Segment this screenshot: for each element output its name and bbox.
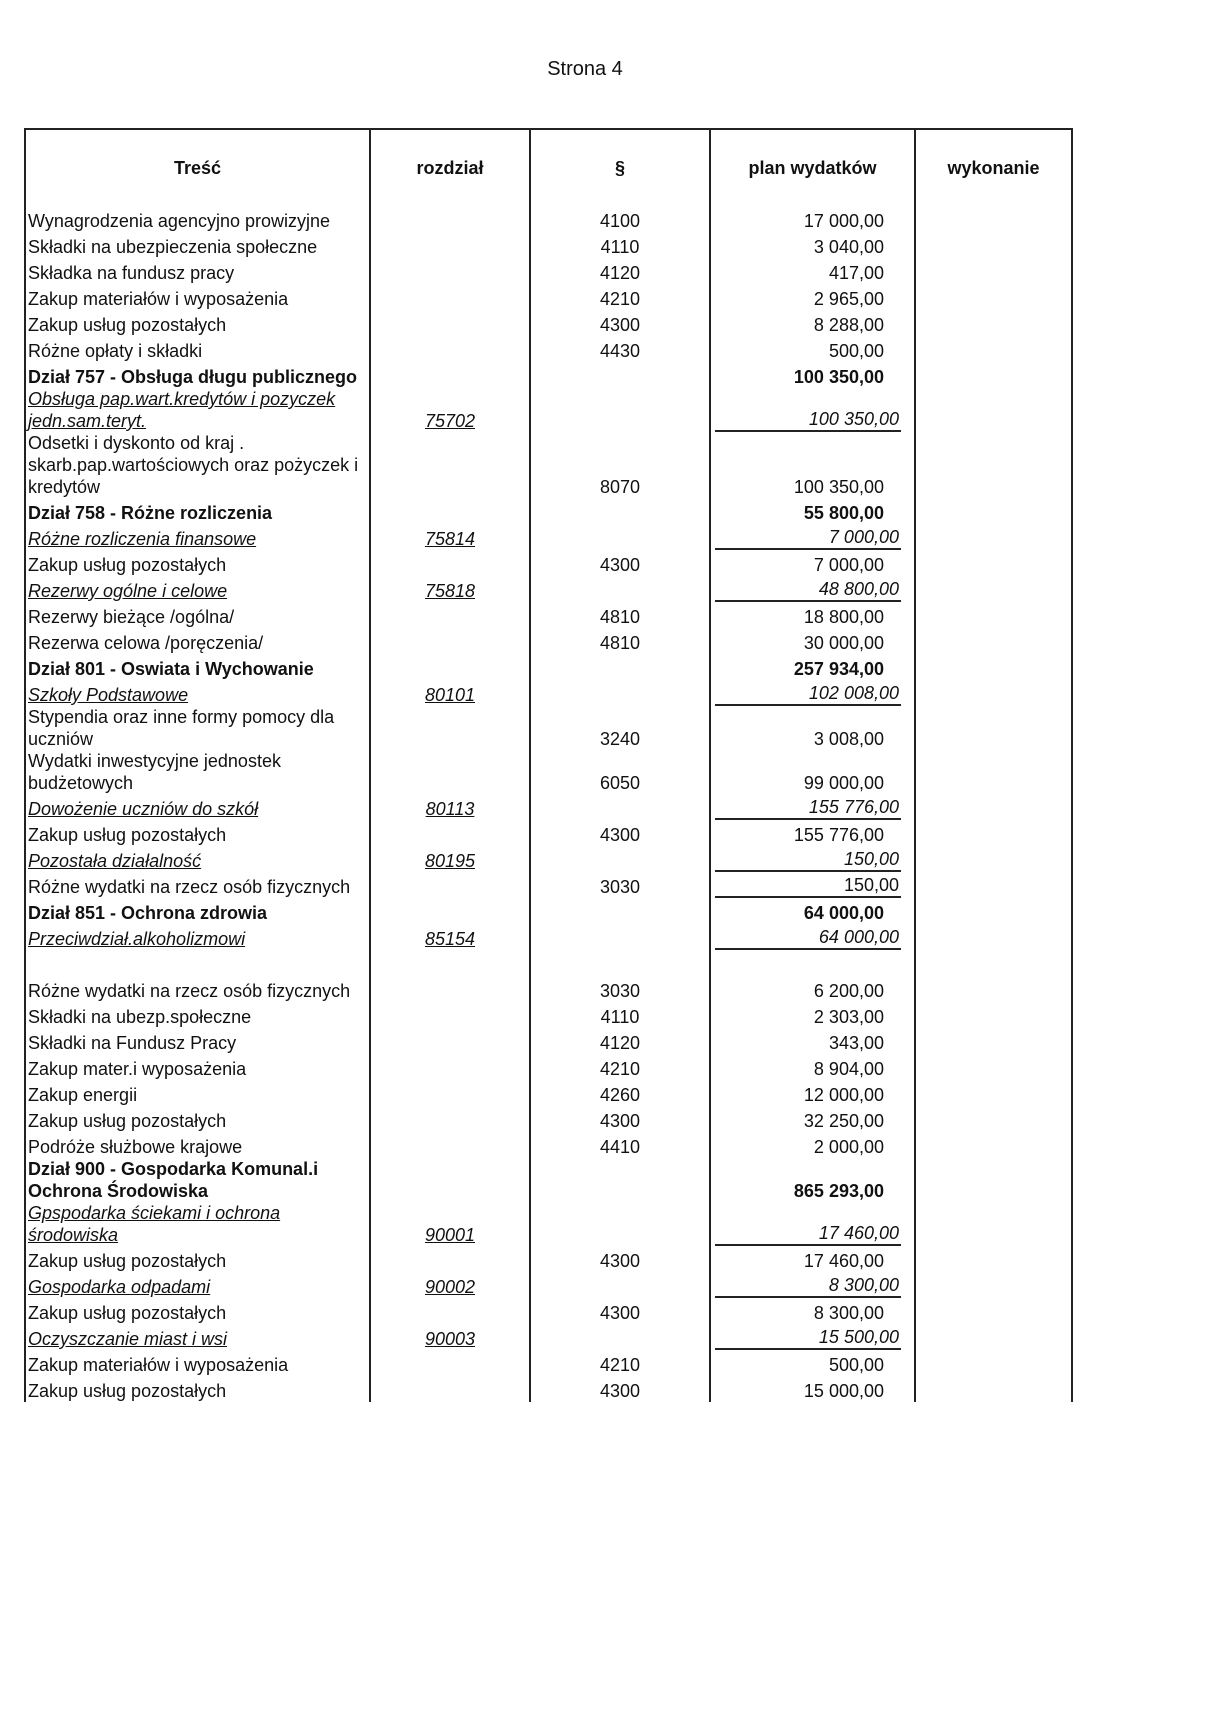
cell-paragraf xyxy=(530,1202,710,1246)
cell-description: Zakup usług pozostałych xyxy=(25,310,370,336)
cell-description: Zakup materiałów i wyposażenia xyxy=(25,284,370,310)
plan-value: 150,00 xyxy=(715,848,901,872)
cell-description: Oczyszczanie miast i wsi xyxy=(25,1324,370,1350)
table-row xyxy=(25,550,1072,576)
cell-description: Rezerwa celowa /poręczenia/ xyxy=(25,628,370,654)
cell-plan xyxy=(710,524,915,550)
cell-plan xyxy=(710,872,915,898)
cell-rozdzial xyxy=(370,602,530,628)
table-row xyxy=(25,602,1072,628)
cell-plan xyxy=(710,654,915,680)
cell-paragraf xyxy=(530,498,710,524)
cell-description: Dział 757 - Obsługa długu publicznego xyxy=(25,362,370,388)
cell-paragraf xyxy=(530,1158,710,1202)
cell-rozdzial: 90002 xyxy=(370,1272,530,1298)
cell-plan xyxy=(710,1080,915,1106)
cell-paragraf: 4210 xyxy=(530,284,710,310)
cell-wykonanie xyxy=(915,232,1072,258)
plan-value: 8 300,00 xyxy=(715,1274,901,1298)
cell-paragraf: 4100 xyxy=(530,206,710,232)
cell-description: Różne rozliczenia finansowe xyxy=(25,524,370,550)
plan-value: 12 000,00 xyxy=(803,1085,884,1105)
cell-description: Gospodarka odpadami xyxy=(25,1272,370,1298)
cell-wykonanie xyxy=(915,336,1072,362)
cell-wykonanie xyxy=(915,550,1072,576)
cell-rozdzial xyxy=(370,284,530,310)
cell-wykonanie xyxy=(915,1158,1072,1202)
cell-plan xyxy=(710,794,915,820)
cell-rozdzial: 90001 xyxy=(370,1202,530,1246)
cell-description: Zakup energii xyxy=(25,1080,370,1106)
cell-paragraf: 4120 xyxy=(530,1028,710,1054)
cell-wykonanie xyxy=(915,1272,1072,1298)
cell-wykonanie xyxy=(915,950,1072,976)
plan-value: 343,00 xyxy=(828,1033,884,1053)
plan-value: 102 008,00 xyxy=(715,682,901,706)
plan-value: 30 000,00 xyxy=(803,633,884,653)
cell-plan xyxy=(710,206,915,232)
cell-wykonanie xyxy=(915,206,1072,232)
plan-value: 17 460,00 xyxy=(803,1251,884,1271)
cell-description: Obsługa pap.wart.kredytów i pozyczek jedn.sam.teryt. xyxy=(25,388,370,432)
cell-paragraf: 6050 xyxy=(530,750,710,794)
plan-value: 100 350,00 xyxy=(715,408,901,432)
cell-wykonanie xyxy=(915,310,1072,336)
cell-plan xyxy=(710,362,915,388)
cell-paragraf xyxy=(530,1272,710,1298)
cell-paragraf xyxy=(530,924,710,950)
cell-wykonanie xyxy=(915,898,1072,924)
plan-value: 17 000,00 xyxy=(803,211,884,231)
cell-rozdzial xyxy=(370,336,530,362)
table-row xyxy=(25,1028,1072,1054)
cell-description: Zakup usług pozostałych xyxy=(25,1376,370,1402)
cell-wykonanie xyxy=(915,498,1072,524)
cell-plan xyxy=(710,1324,915,1350)
cell-description: Różne opłaty i składki xyxy=(25,336,370,362)
cell-plan xyxy=(710,846,915,872)
plan-value: 32 250,00 xyxy=(803,1111,884,1131)
cell-wykonanie xyxy=(915,924,1072,950)
cell-paragraf: 4210 xyxy=(530,1350,710,1376)
cell-description: Składki na Fundusz Pracy xyxy=(25,1028,370,1054)
cell-paragraf: 4300 xyxy=(530,820,710,846)
cell-plan xyxy=(710,388,915,432)
cell-description: Dowożenie uczniów do szkół xyxy=(25,794,370,820)
section-heading-row xyxy=(25,1158,1072,1202)
chapter-row xyxy=(25,1202,1072,1246)
plan-value: 865 293,00 xyxy=(793,1181,884,1201)
section-heading-row xyxy=(25,898,1072,924)
cell-rozdzial xyxy=(370,628,530,654)
cell-wykonanie xyxy=(915,258,1072,284)
cell-paragraf xyxy=(530,846,710,872)
cell-wykonanie xyxy=(915,1202,1072,1246)
cell-rozdzial xyxy=(370,232,530,258)
cell-rozdzial xyxy=(370,1350,530,1376)
table-row xyxy=(25,1246,1072,1272)
cell-rozdzial xyxy=(370,258,530,284)
cell-paragraf xyxy=(530,680,710,706)
plan-value: 6 200,00 xyxy=(813,981,884,1001)
cell-description: Składka na fundusz pracy xyxy=(25,258,370,284)
cell-description: Wynagrodzenia agencyjno prowizyjne xyxy=(25,206,370,232)
cell-rozdzial: 80113 xyxy=(370,794,530,820)
cell-plan xyxy=(710,820,915,846)
cell-plan xyxy=(710,1298,915,1324)
header-plan-wydatkow: plan wydatków xyxy=(710,129,915,206)
table-row xyxy=(25,1376,1072,1402)
cell-wykonanie xyxy=(915,1028,1072,1054)
cell-paragraf: 3030 xyxy=(530,872,710,898)
cell-plan xyxy=(710,310,915,336)
cell-wykonanie xyxy=(915,1350,1072,1376)
page-number: Strona 4 xyxy=(547,58,623,80)
cell-wykonanie xyxy=(915,654,1072,680)
cell-description: Odsetki i dyskonto od kraj . skarb.pap.wartościowych oraz pożyczek i kredytów xyxy=(25,432,370,498)
cell-wykonanie xyxy=(915,1324,1072,1350)
cell-description: Stypendia oraz inne formy pomocy dla uczniów xyxy=(25,706,370,750)
cell-description: Zakup mater.i wyposażenia xyxy=(25,1054,370,1080)
cell-paragraf: 4210 xyxy=(530,1054,710,1080)
plan-value: 417,00 xyxy=(828,263,884,283)
cell-wykonanie xyxy=(915,820,1072,846)
plan-value: 8 300,00 xyxy=(813,1303,884,1323)
cell-plan xyxy=(710,1054,915,1080)
cell-wykonanie xyxy=(915,628,1072,654)
cell-plan xyxy=(710,1028,915,1054)
cell-rozdzial xyxy=(370,206,530,232)
budget-table xyxy=(24,128,1073,1402)
cell-description: Szkoły Podstawowe xyxy=(25,680,370,706)
cell-wykonanie xyxy=(915,388,1072,432)
plan-value: 155 776,00 xyxy=(793,825,884,845)
cell-description: Zakup usług pozostałych xyxy=(25,550,370,576)
cell-wykonanie xyxy=(915,362,1072,388)
cell-paragraf: 8070 xyxy=(530,432,710,498)
cell-wykonanie xyxy=(915,794,1072,820)
cell-plan xyxy=(710,750,915,794)
cell-description: Rezerwy bieżące /ogólna/ xyxy=(25,602,370,628)
table-row xyxy=(25,750,1072,794)
plan-value: 17 460,00 xyxy=(715,1222,901,1246)
cell-wykonanie xyxy=(915,1054,1072,1080)
cell-plan xyxy=(710,1246,915,1272)
cell-rozdzial xyxy=(370,432,530,498)
cell-wykonanie xyxy=(915,432,1072,498)
cell-plan xyxy=(710,602,915,628)
cell-paragraf: 4300 xyxy=(530,550,710,576)
cell-rozdzial: 85154 xyxy=(370,924,530,950)
cell-wykonanie xyxy=(915,1298,1072,1324)
cell-paragraf: 4810 xyxy=(530,602,710,628)
table-row xyxy=(25,258,1072,284)
cell-plan xyxy=(710,898,915,924)
cell-rozdzial: 90003 xyxy=(370,1324,530,1350)
table-row xyxy=(25,310,1072,336)
cell-paragraf xyxy=(530,654,710,680)
plan-value: 7 000,00 xyxy=(715,526,901,550)
chapter-row xyxy=(25,576,1072,602)
cell-wykonanie xyxy=(915,602,1072,628)
cell-paragraf xyxy=(530,524,710,550)
cell-description: Dział 801 - Oswiata i Wychowanie xyxy=(25,654,370,680)
plan-value: 55 800,00 xyxy=(803,503,884,523)
cell-description: Zakup usług pozostałych xyxy=(25,1298,370,1324)
cell-paragraf: 3030 xyxy=(530,976,710,1002)
cell-paragraf xyxy=(530,950,710,976)
cell-description: Rezerwy ogólne i celowe xyxy=(25,576,370,602)
cell-description: Zakup usług pozostałych xyxy=(25,1106,370,1132)
cell-paragraf xyxy=(530,388,710,432)
cell-plan xyxy=(710,976,915,1002)
cell-plan xyxy=(710,258,915,284)
cell-plan xyxy=(710,1350,915,1376)
cell-rozdzial xyxy=(370,976,530,1002)
cell-paragraf: 4260 xyxy=(530,1080,710,1106)
table-row xyxy=(25,284,1072,310)
cell-rozdzial xyxy=(370,898,530,924)
cell-description xyxy=(25,950,370,976)
cell-description: Przeciwdział.alkoholizmowi xyxy=(25,924,370,950)
cell-wykonanie xyxy=(915,872,1072,898)
cell-paragraf xyxy=(530,898,710,924)
cell-plan xyxy=(710,550,915,576)
chapter-row xyxy=(25,524,1072,550)
cell-wykonanie xyxy=(915,576,1072,602)
cell-wykonanie xyxy=(915,846,1072,872)
cell-plan xyxy=(710,1202,915,1246)
cell-rozdzial xyxy=(370,1002,530,1028)
cell-plan xyxy=(710,1106,915,1132)
chapter-row xyxy=(25,680,1072,706)
cell-description: Składki na ubezp.społeczne xyxy=(25,1002,370,1028)
cell-plan xyxy=(710,924,915,950)
cell-rozdzial xyxy=(370,1158,530,1202)
plan-value: 8 904,00 xyxy=(813,1059,884,1079)
cell-paragraf xyxy=(530,794,710,820)
cell-description: Pozostała działalność xyxy=(25,846,370,872)
cell-paragraf: 4810 xyxy=(530,628,710,654)
cell-wykonanie xyxy=(915,706,1072,750)
cell-description: Dział 758 - Różne rozliczenia xyxy=(25,498,370,524)
cell-rozdzial xyxy=(370,1246,530,1272)
cell-wykonanie xyxy=(915,750,1072,794)
cell-paragraf xyxy=(530,1324,710,1350)
cell-plan xyxy=(710,336,915,362)
plan-value: 2 000,00 xyxy=(813,1137,884,1157)
plan-value: 2 303,00 xyxy=(813,1007,884,1027)
header-tresc: Treść xyxy=(25,129,370,206)
cell-wykonanie xyxy=(915,1132,1072,1158)
cell-rozdzial xyxy=(370,1376,530,1402)
cell-rozdzial xyxy=(370,820,530,846)
plan-value: 100 350,00 xyxy=(793,367,884,387)
chapter-row xyxy=(25,924,1072,950)
cell-plan xyxy=(710,232,915,258)
cell-description: Wydatki inwestycyjne jednostek budżetowych xyxy=(25,750,370,794)
section-heading-row xyxy=(25,362,1072,388)
chapter-row xyxy=(25,1272,1072,1298)
cell-plan xyxy=(710,1376,915,1402)
plan-value: 18 800,00 xyxy=(803,607,884,627)
cell-paragraf: 4120 xyxy=(530,258,710,284)
plan-value: 155 776,00 xyxy=(715,796,901,820)
cell-plan xyxy=(710,1272,915,1298)
table-row xyxy=(25,976,1072,1002)
header-rozdzial: rozdział xyxy=(370,129,530,206)
cell-wykonanie xyxy=(915,1376,1072,1402)
cell-plan xyxy=(710,950,915,976)
cell-description: Podróże służbowe krajowe xyxy=(25,1132,370,1158)
cell-rozdzial xyxy=(370,950,530,976)
header-wykonanie: wykonanie xyxy=(915,129,1072,206)
plan-value: 500,00 xyxy=(828,341,884,361)
cell-rozdzial: 75702 xyxy=(370,388,530,432)
table-row xyxy=(25,206,1072,232)
cell-rozdzial xyxy=(370,310,530,336)
cell-description: Gpspodarka ściekami i ochrona środowiska xyxy=(25,1202,370,1246)
cell-rozdzial xyxy=(370,1132,530,1158)
cell-description: Zakup usług pozostałych xyxy=(25,1246,370,1272)
table-row xyxy=(25,1106,1072,1132)
table-row xyxy=(25,872,1072,898)
cell-plan xyxy=(710,576,915,602)
cell-rozdzial xyxy=(370,550,530,576)
plan-value: 48 800,00 xyxy=(715,578,901,602)
table-row xyxy=(25,820,1072,846)
cell-plan xyxy=(710,628,915,654)
header-paragraf: § xyxy=(530,129,710,206)
cell-wykonanie xyxy=(915,1246,1072,1272)
plan-value: 8 288,00 xyxy=(813,315,884,335)
cell-wykonanie xyxy=(915,976,1072,1002)
plan-value: 100 350,00 xyxy=(793,477,884,497)
cell-rozdzial xyxy=(370,1028,530,1054)
cell-rozdzial xyxy=(370,750,530,794)
table-row xyxy=(25,628,1072,654)
table-row xyxy=(25,432,1072,498)
plan-value: 99 000,00 xyxy=(803,773,884,793)
cell-rozdzial xyxy=(370,706,530,750)
cell-paragraf: 4300 xyxy=(530,1106,710,1132)
table-row xyxy=(25,1132,1072,1158)
cell-rozdzial: 75818 xyxy=(370,576,530,602)
table-row xyxy=(25,1350,1072,1376)
cell-plan xyxy=(710,1132,915,1158)
cell-wykonanie xyxy=(915,1106,1072,1132)
cell-paragraf: 4300 xyxy=(530,1376,710,1402)
table-row xyxy=(25,1054,1072,1080)
cell-rozdzial xyxy=(370,362,530,388)
chapter-row xyxy=(25,1324,1072,1350)
table-row xyxy=(25,1298,1072,1324)
cell-paragraf xyxy=(530,576,710,602)
cell-description: Zakup materiałów i wyposażenia xyxy=(25,1350,370,1376)
plan-value: 500,00 xyxy=(828,1355,884,1375)
cell-description: Dział 851 - Ochrona zdrowia xyxy=(25,898,370,924)
table-row xyxy=(25,232,1072,258)
cell-rozdzial xyxy=(370,654,530,680)
cell-rozdzial xyxy=(370,872,530,898)
plan-value: 3 040,00 xyxy=(813,237,884,257)
cell-paragraf: 4110 xyxy=(530,1002,710,1028)
plan-value: 64 000,00 xyxy=(803,903,884,923)
plan-value: 257 934,00 xyxy=(793,659,884,679)
cell-plan xyxy=(710,680,915,706)
cell-wykonanie xyxy=(915,1002,1072,1028)
cell-plan xyxy=(710,284,915,310)
table-row xyxy=(25,706,1072,750)
cell-plan xyxy=(710,432,915,498)
cell-rozdzial xyxy=(370,498,530,524)
cell-description: Składki na ubezpieczenia społeczne xyxy=(25,232,370,258)
cell-plan xyxy=(710,498,915,524)
chapter-row xyxy=(25,794,1072,820)
chapter-row xyxy=(25,846,1072,872)
cell-rozdzial: 80195 xyxy=(370,846,530,872)
plan-value: 15 000,00 xyxy=(803,1381,884,1401)
cell-plan xyxy=(710,1002,915,1028)
cell-rozdzial: 80101 xyxy=(370,680,530,706)
cell-wykonanie xyxy=(915,680,1072,706)
cell-paragraf: 4300 xyxy=(530,310,710,336)
cell-plan xyxy=(710,706,915,750)
plan-value: 7 000,00 xyxy=(813,555,884,575)
chapter-row xyxy=(25,388,1072,432)
cell-rozdzial xyxy=(370,1106,530,1132)
plan-value: 2 965,00 xyxy=(813,289,884,309)
cell-wykonanie xyxy=(915,1080,1072,1106)
plan-value: 64 000,00 xyxy=(715,926,901,950)
plan-value: 150,00 xyxy=(715,874,901,898)
cell-description: Różne wydatki na rzecz osób fizycznych xyxy=(25,976,370,1002)
cell-paragraf: 4300 xyxy=(530,1298,710,1324)
cell-description: Dział 900 - Gospodarka Komunal.i Ochrona Środowiska xyxy=(25,1158,370,1202)
cell-paragraf xyxy=(530,362,710,388)
cell-plan xyxy=(710,1158,915,1202)
cell-rozdzial xyxy=(370,1298,530,1324)
cell-rozdzial xyxy=(370,1080,530,1106)
cell-paragraf: 4300 xyxy=(530,1246,710,1272)
table-row xyxy=(25,950,1072,976)
cell-rozdzial xyxy=(370,1054,530,1080)
cell-paragraf: 4110 xyxy=(530,232,710,258)
cell-description: Różne wydatki na rzecz osób fizycznych xyxy=(25,872,370,898)
table-header-row xyxy=(25,129,1072,206)
section-heading-row xyxy=(25,654,1072,680)
cell-rozdzial: 75814 xyxy=(370,524,530,550)
cell-paragraf: 3240 xyxy=(530,706,710,750)
table-row xyxy=(25,336,1072,362)
plan-value: 3 008,00 xyxy=(813,729,884,749)
table-row xyxy=(25,1002,1072,1028)
cell-paragraf: 4430 xyxy=(530,336,710,362)
cell-description: Zakup usług pozostałych xyxy=(25,820,370,846)
cell-paragraf: 4410 xyxy=(530,1132,710,1158)
cell-wykonanie xyxy=(915,524,1072,550)
table-row xyxy=(25,1080,1072,1106)
plan-value: 15 500,00 xyxy=(715,1326,901,1350)
cell-wykonanie xyxy=(915,284,1072,310)
section-heading-row xyxy=(25,498,1072,524)
